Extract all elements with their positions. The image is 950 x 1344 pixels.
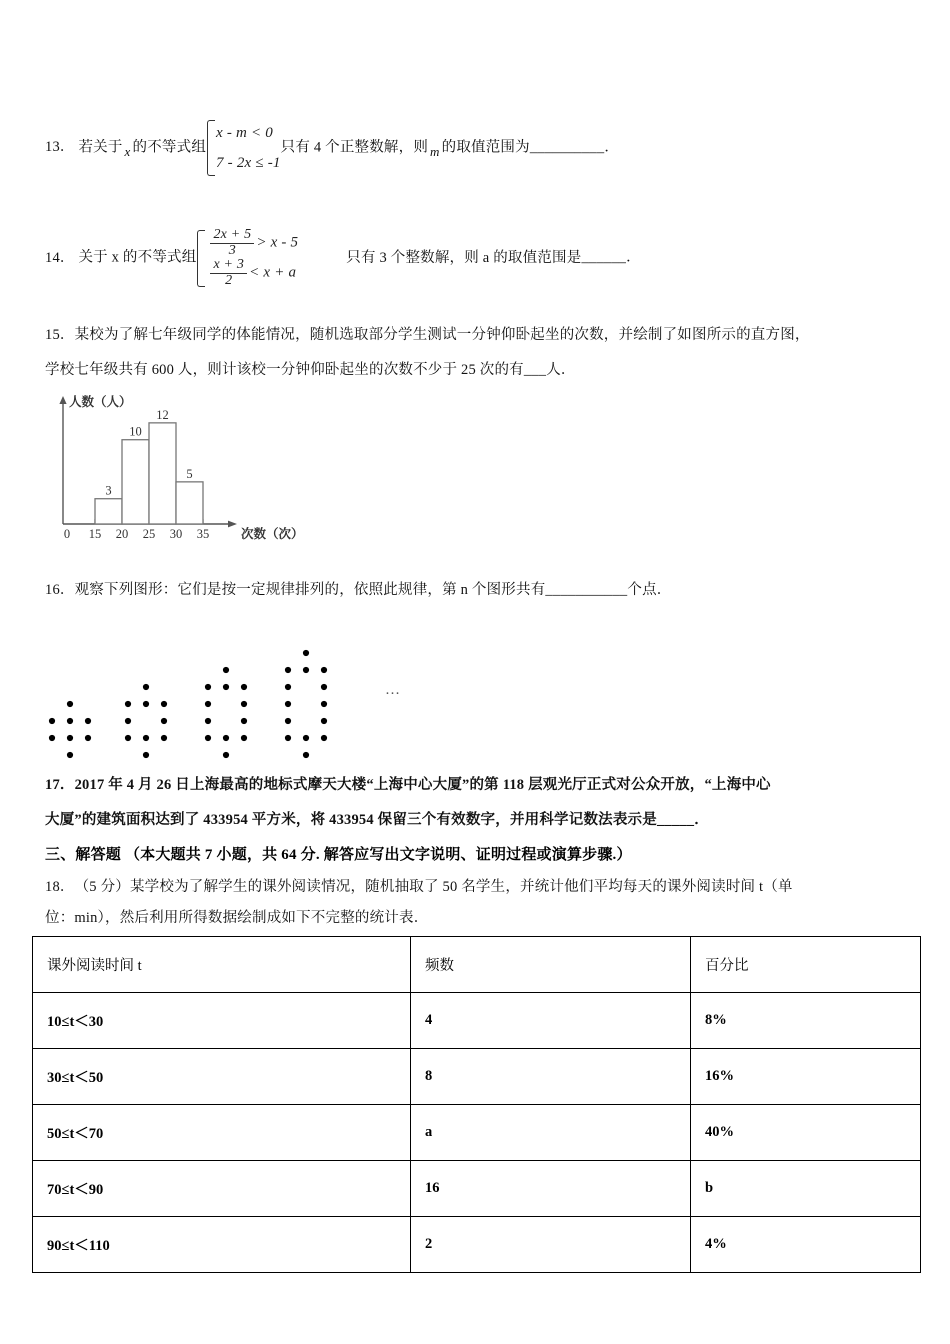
dot-pattern-svg (40, 612, 460, 767)
histogram-x-tick: 20 (115, 527, 129, 541)
histogram-x-tick: 30 (169, 527, 183, 541)
histogram-bar-value: 5 (186, 466, 193, 481)
table-row (33, 1161, 921, 1217)
pattern-dot (303, 650, 309, 656)
histogram-svg (45, 392, 345, 542)
pattern-dot (49, 718, 55, 724)
histogram-x-tick: 35 (196, 527, 210, 541)
question-16-answer-blank: ___________ (545, 582, 628, 598)
sit-ups-histogram (45, 392, 345, 542)
question-18-text-line-1: （5 分）某学校为了解学生的课外阅读情况，随机抽取了 50 名学生，并统计他们平均每天的课外阅读时间 t（单 (74, 879, 793, 895)
histogram-bar (122, 440, 149, 524)
pattern-dot (321, 718, 327, 724)
pattern-dot (303, 752, 309, 758)
histogram-x-tick-labels (64, 527, 209, 541)
question-13-tail: 的取值范围为 (441, 139, 530, 156)
question-18-number: 18． (45, 879, 75, 895)
pattern-dot (67, 718, 73, 724)
question-18-line-1 (45, 872, 935, 902)
figure-3 (205, 667, 247, 758)
table-cell: 8 (411, 1049, 691, 1105)
question-14-answer-blank: ______ (581, 249, 627, 266)
histogram-x-tick: 15 (88, 527, 102, 541)
question-14-fraction-1-numerator: 2x + 5 (213, 227, 252, 242)
pattern-dot (303, 667, 309, 673)
histogram-x-axis-title: 次数（次） (241, 527, 304, 541)
pattern-dot (125, 735, 131, 741)
pattern-dot (125, 718, 131, 724)
question-15-text-line-2a: 学校七年级共有 600 人，则计该校一分钟仰卧起坐的次数不少于 25 次的有 (45, 362, 524, 378)
pattern-ellipsis: … (385, 682, 400, 698)
question-18-text-line-2: 位：min），然后利用所得数据绘制成如下不完整的统计表． (45, 910, 429, 926)
histogram-bar (95, 499, 122, 524)
question-14-system (196, 228, 298, 289)
histogram-bar-value: 12 (156, 407, 169, 422)
question-14-inequality-2-rhs: < x + a (249, 265, 297, 281)
question-13-answer-blank: __________ (529, 139, 605, 156)
table-cell: 40% (691, 1105, 921, 1161)
question-16-number: 16． (45, 582, 75, 598)
question-14-lead: 关于 x 的不等式组 (78, 249, 197, 266)
question-14-number: 14． (45, 249, 75, 266)
question-17-text-line-1: 2017 年 4 月 26 日上海最高的地标式摩天大楼“上海中心大厦”的第 118 层观光厅正式对公众开放，“上海中心 (74, 777, 771, 793)
question-14-inequality-1-rhs: > x - 5 (256, 234, 299, 251)
table-column-header: 百分比 (691, 937, 921, 993)
question-15-number: 15． (45, 327, 75, 343)
question-16-tail: 个点． (627, 582, 672, 598)
question-14-fraction-1 (208, 228, 256, 258)
pattern-dot (205, 701, 211, 707)
pattern-dot (143, 684, 149, 690)
histogram-x-tick: 25 (142, 527, 156, 541)
question-15-answer-blank: ___ (523, 362, 547, 378)
pattern-dot (223, 684, 229, 690)
question-13-system-row-2: 7 - 2x ≤ -1 (216, 155, 281, 171)
pattern-dot (285, 701, 291, 707)
pattern-dot (143, 735, 149, 741)
histogram-bar (176, 482, 203, 524)
question-13-var-x: x (124, 144, 131, 160)
dot-pattern-figures (40, 612, 460, 767)
table-cell: 50≤t＜70 (33, 1105, 411, 1161)
pattern-dot (321, 735, 327, 741)
question-14-system-row-1 (208, 228, 298, 258)
question-13 (45, 118, 905, 178)
pattern-dot (223, 667, 229, 673)
pattern-dot (223, 735, 229, 741)
pattern-dot (85, 735, 91, 741)
figure-1 (49, 701, 91, 758)
pattern-dot (285, 667, 291, 673)
reading-time-statistics-table (32, 936, 921, 1273)
question-13-mid: 的不等式组 (132, 139, 207, 156)
figure-2 (125, 684, 167, 758)
pattern-dot (161, 735, 167, 741)
pattern-dot (161, 701, 167, 707)
pattern-dot (67, 701, 73, 707)
pattern-dot (67, 752, 73, 758)
question-14-fraction-1-denominator: 3 (210, 243, 254, 259)
table-cell: 4% (691, 1217, 921, 1273)
histogram-bar-value: 3 (105, 483, 112, 498)
question-14-fraction-2-numerator: x + 3 (213, 257, 245, 273)
pattern-dot (161, 718, 167, 724)
table-cell: 70≤t＜90 (33, 1161, 411, 1217)
table-cell: 10≤t＜30 (33, 993, 411, 1049)
question-15-line-2 (45, 355, 925, 385)
pattern-dot (205, 684, 211, 690)
table-row (33, 1049, 921, 1105)
histogram-y-axis-title: 人数（人） (69, 395, 132, 409)
question-17-period: ． (694, 812, 709, 828)
pattern-dot (321, 667, 327, 673)
pattern-dot (125, 701, 131, 707)
figure-4 (285, 650, 327, 758)
question-13-system-row-1: x - m < 0 (216, 125, 273, 141)
pattern-dot (321, 684, 327, 690)
question-17-number: 17． (45, 777, 75, 793)
table-cell: b (691, 1161, 921, 1217)
question-13-after-system: 只有 4 个正整数解，则 (280, 139, 429, 156)
x-axis-arrow (228, 521, 237, 528)
table-column-header: 频数 (411, 937, 691, 993)
pattern-dot (143, 752, 149, 758)
question-14-after-system: 只有 3 个整数解，则 a 的取值范围是 (346, 249, 582, 266)
table-cell: a (411, 1105, 691, 1161)
question-14-fraction-2-denominator: 2 (210, 273, 247, 289)
table-cell: 90≤t＜110 (33, 1217, 411, 1273)
pattern-dot (285, 735, 291, 741)
pattern-dot (241, 735, 247, 741)
question-14-fraction-2 (208, 258, 249, 288)
question-17-line-1 (45, 770, 925, 800)
pattern-dot (285, 684, 291, 690)
pattern-dot (85, 718, 91, 724)
pattern-dot (49, 735, 55, 741)
question-17-answer-blank: _____ (656, 812, 695, 828)
question-15-text-line-1: 某校为了解七年级同学的体能情况，随机选取部分学生测试一分钟仰卧起坐的次数，并绘制了如图所示的直方图， (74, 327, 810, 343)
question-14-system-row-2 (208, 258, 298, 288)
table-cell: 8% (691, 993, 921, 1049)
question-16 (45, 575, 925, 605)
table-row (33, 1217, 921, 1273)
question-17-text-line-2a: 大厦”的建筑面积达到了 433954 平方米，将 433954 保留三个有效数字，并用科学记数法表示是 (45, 812, 657, 828)
question-15-text-line-2b: 人． (546, 362, 576, 378)
table-column-header: 课外阅读时间 t (33, 937, 411, 993)
section-header-answer-questions: 三、解答题 （本大题共 7 小题，共 64 分. 解答应写出文字说明、证明过程或演算步骤.） (45, 847, 632, 863)
question-14-period: ． (626, 249, 641, 266)
question-14 (45, 228, 905, 289)
pattern-dot (205, 718, 211, 724)
table-header-row (33, 937, 921, 993)
pattern-dot (223, 752, 229, 758)
question-13-var-m: m (430, 144, 440, 160)
question-17-line-2 (45, 805, 925, 835)
pattern-dot (143, 701, 149, 707)
table-cell: 16 (411, 1161, 691, 1217)
question-13-number: 13． (45, 139, 75, 156)
pattern-dot (303, 735, 309, 741)
table-row (33, 993, 921, 1049)
table-cell: 4 (411, 993, 691, 1049)
question-13-period: ． (604, 139, 620, 156)
pattern-dot (321, 701, 327, 707)
pattern-dot (285, 718, 291, 724)
table-cell: 2 (411, 1217, 691, 1273)
question-13-system (206, 118, 281, 178)
pattern-dot (205, 735, 211, 741)
table-cell: 16% (691, 1049, 921, 1105)
table-cell: 30≤t＜50 (33, 1049, 411, 1105)
question-15-line-1 (45, 320, 925, 350)
histogram-x-tick: 0 (63, 527, 71, 541)
pattern-dot (241, 684, 247, 690)
question-16-text: 观察下列图形：它们是按一定规律排列的，依照此规律，第 n 个图形共有 (74, 582, 546, 598)
question-18-line-2 (45, 903, 935, 933)
table-row (33, 1105, 921, 1161)
question-13-lead: 若关于 (78, 139, 123, 156)
pattern-dot (67, 735, 73, 741)
histogram-bar (149, 423, 176, 524)
table-body (33, 937, 921, 1273)
histogram-bar-value: 10 (129, 424, 142, 439)
y-axis-arrow (59, 396, 66, 404)
pattern-dot (241, 718, 247, 724)
pattern-dot (241, 701, 247, 707)
